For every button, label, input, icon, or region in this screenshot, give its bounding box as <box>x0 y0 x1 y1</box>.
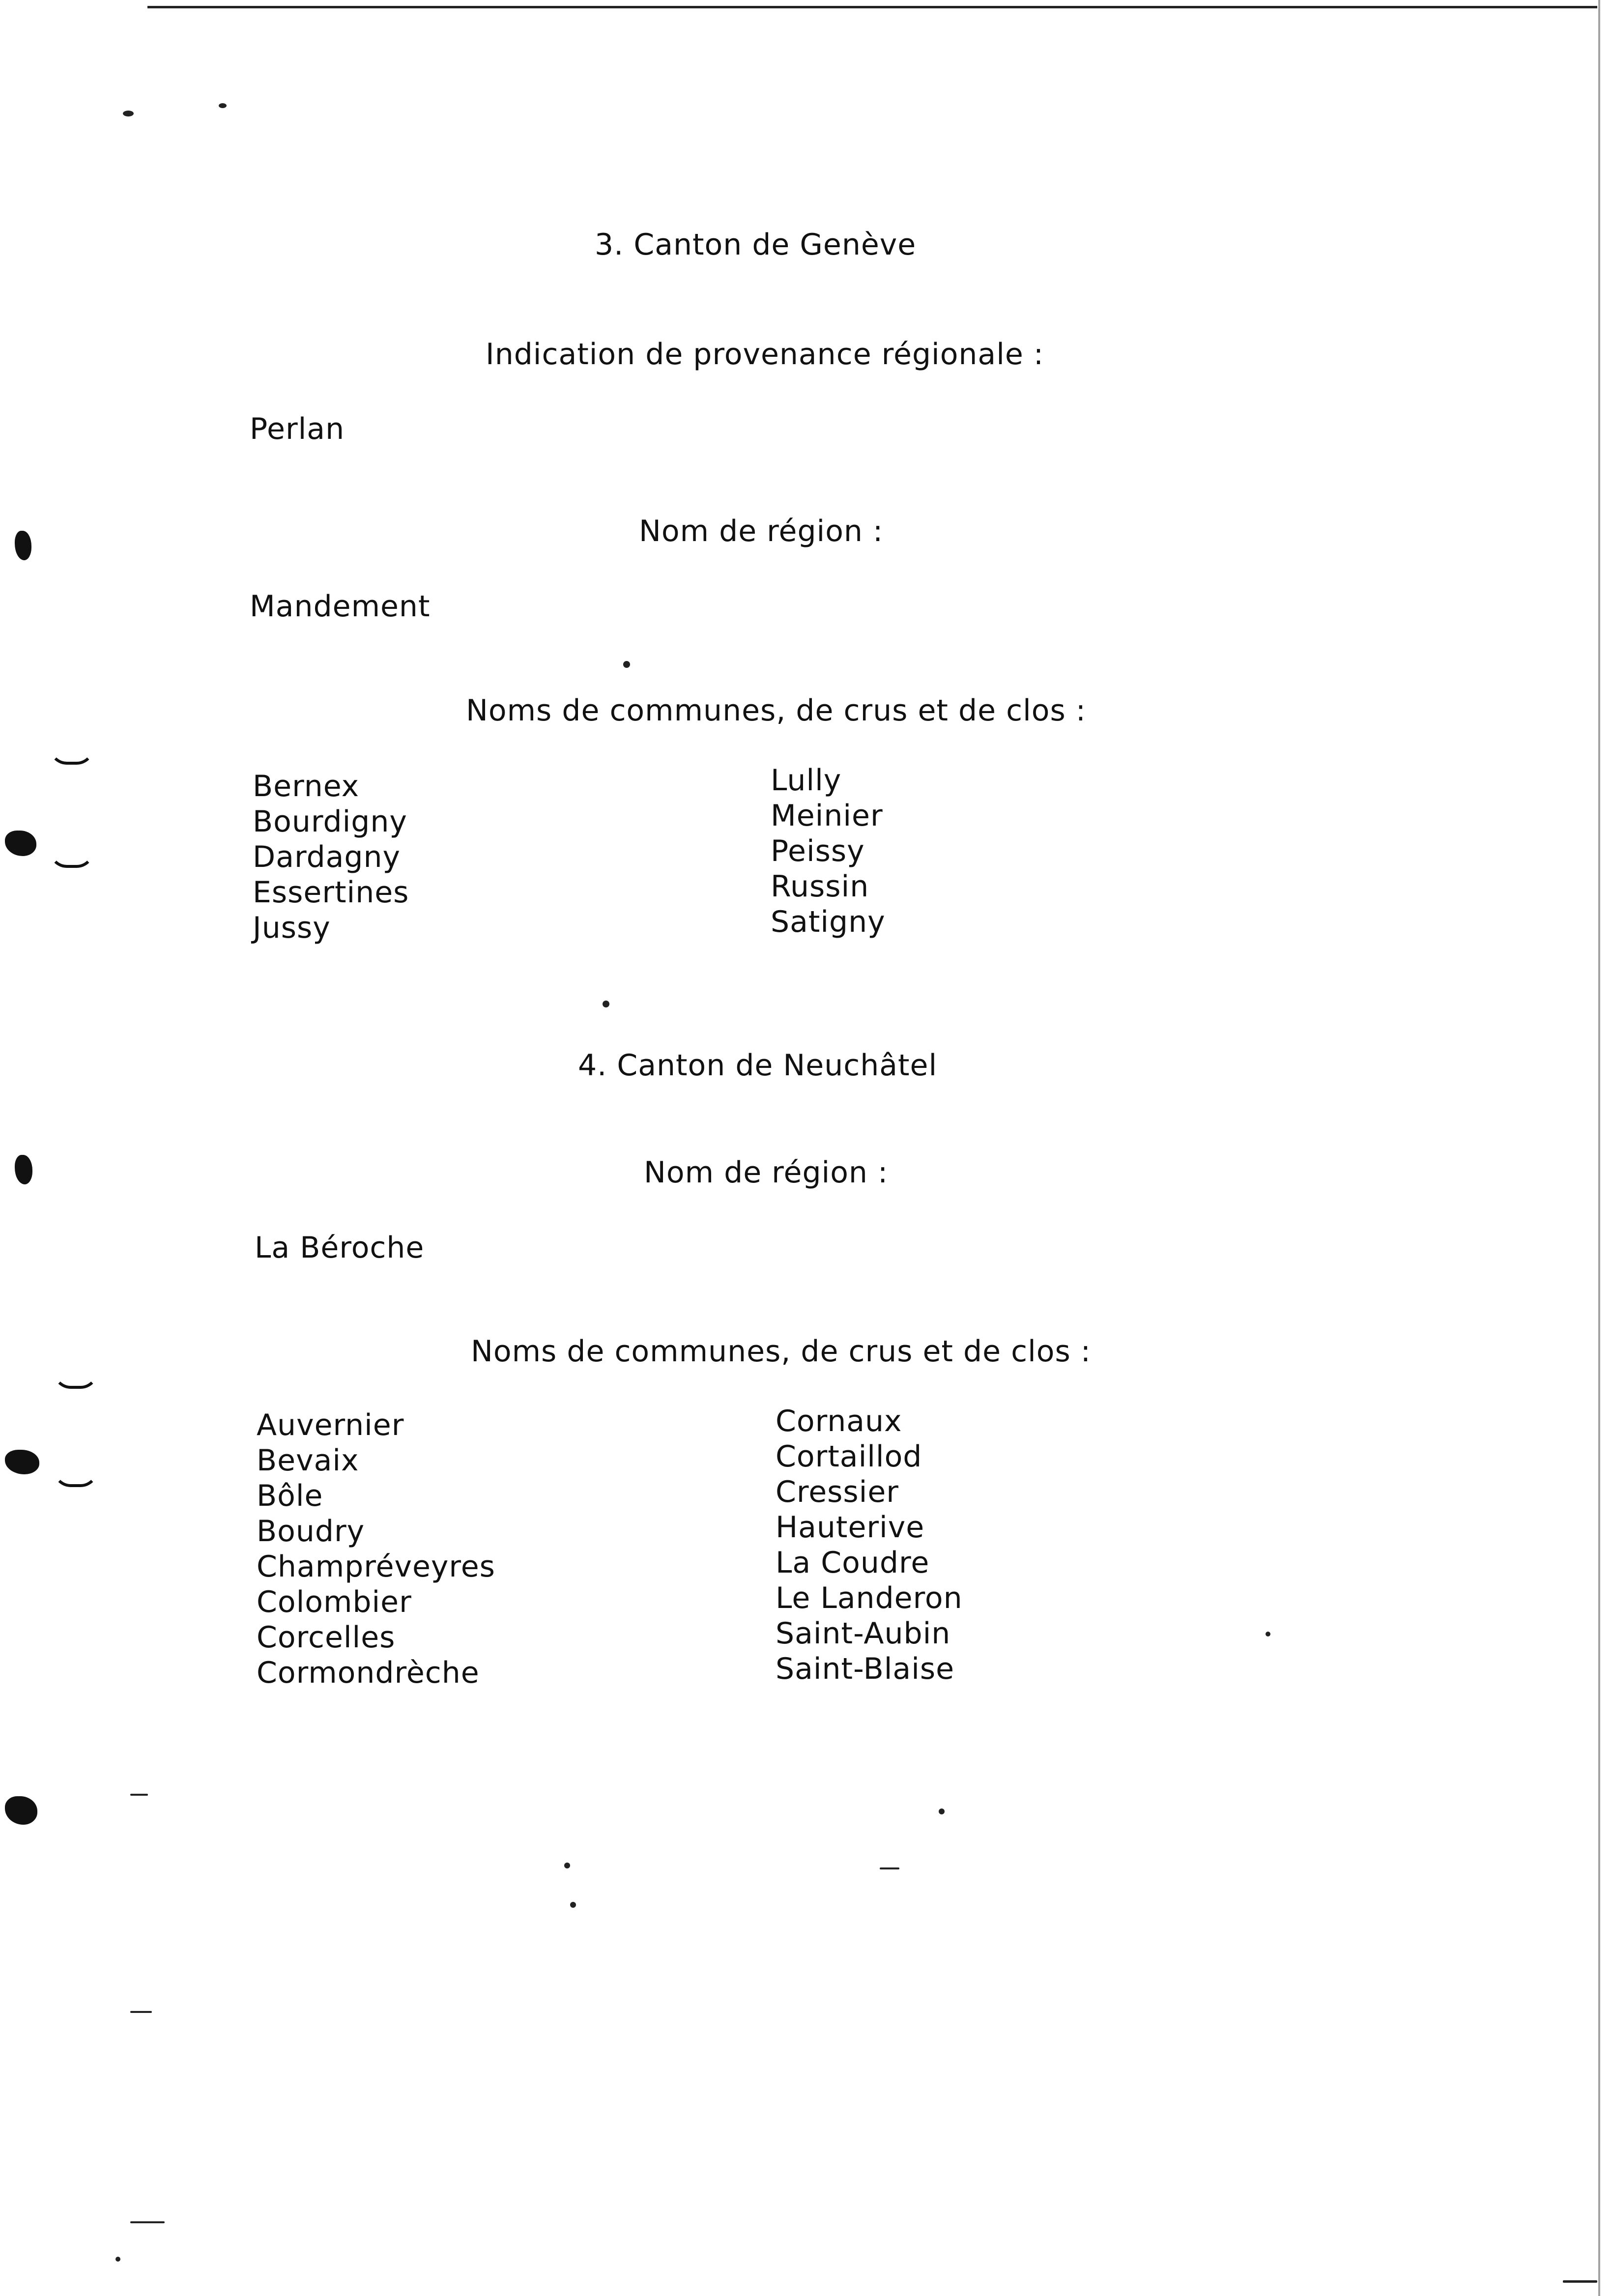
list-item: Cornaux <box>776 1404 902 1438</box>
list-item: Lully <box>771 763 842 798</box>
section-heading-neuchatel: 4. Canton de Neuchâtel <box>578 1048 938 1083</box>
region-value-neuchatel: La Béroche <box>255 1231 425 1265</box>
communes-list-geneve-right <box>771 763 886 940</box>
list-item: Colombier <box>257 1585 412 1619</box>
region-label-neuchatel: Nom de région : <box>644 1155 889 1190</box>
binder-hole-mark <box>5 831 36 856</box>
list-item: Le Landeron <box>776 1581 963 1615</box>
binder-hole-mark <box>5 1796 37 1825</box>
list-item: Corcelles <box>257 1620 396 1655</box>
list-item: Hauterive <box>776 1510 925 1545</box>
scan-speck <box>130 2011 152 2013</box>
communes-list-neuchatel-left <box>257 1407 495 1691</box>
communes-list-geneve-left <box>253 769 409 946</box>
list-item: Bevaix <box>257 1443 359 1478</box>
binder-arc-mark <box>53 1371 98 1389</box>
list-item: Bôle <box>257 1479 323 1513</box>
region-value-geneve: Mandement <box>250 589 431 624</box>
binder-arc-mark <box>49 747 94 765</box>
list-item: Bourdigny <box>253 804 407 839</box>
scan-speck <box>623 661 630 668</box>
list-item: Peissy <box>771 834 865 868</box>
scan-speck <box>1266 1632 1270 1636</box>
list-item: Jussy <box>253 911 331 945</box>
provenance-label: Indication de provenance régionale : <box>486 337 1044 372</box>
communes-label-geneve: Noms de communes, de crus et de clos : <box>466 693 1086 728</box>
binder-hole-mark <box>15 531 31 560</box>
scan-speck <box>219 103 227 108</box>
list-item: Cressier <box>776 1475 899 1509</box>
binder-arc-mark <box>49 850 94 868</box>
list-item: Russin <box>771 869 869 904</box>
list-item: Dardagny <box>253 840 401 874</box>
region-label-geneve: Nom de région : <box>639 514 884 548</box>
list-item: Boudry <box>257 1514 365 1549</box>
scan-speck <box>130 2221 165 2223</box>
list-item: Auvernier <box>257 1408 404 1442</box>
scan-speck <box>115 2257 120 2262</box>
list-item: Meinier <box>771 799 883 833</box>
binder-arc-mark <box>53 1469 98 1487</box>
communes-list-neuchatel-right <box>776 1404 963 1687</box>
scan-speck <box>880 1867 899 1869</box>
scan-speck <box>1563 2280 1597 2283</box>
list-item: Essertines <box>253 875 409 910</box>
scan-speck <box>939 1808 945 1814</box>
section-heading-geneve: 3. Canton de Genève <box>595 228 917 262</box>
list-item: Champréveyres <box>257 1550 495 1584</box>
scan-speck <box>564 1863 570 1868</box>
list-item: La Coudre <box>776 1546 930 1580</box>
binder-hole-mark <box>15 1155 32 1184</box>
list-item: Saint-Aubin <box>776 1616 951 1651</box>
list-item: Bernex <box>253 769 360 804</box>
binder-hole-mark <box>5 1450 39 1474</box>
communes-label-neuchatel: Noms de communes, de crus et de clos : <box>471 1334 1091 1369</box>
right-edge-rule <box>1598 0 1600 2296</box>
scan-speck <box>603 1001 609 1007</box>
list-item: Saint-Blaise <box>776 1652 955 1686</box>
scan-speck <box>123 111 134 116</box>
scan-speck <box>570 1902 576 1908</box>
list-item: Satigny <box>771 905 886 939</box>
list-item: Cormondrèche <box>257 1656 480 1690</box>
provenance-value: Perlan <box>250 412 345 446</box>
top-rule <box>147 6 1597 8</box>
list-item: Cortaillod <box>776 1439 922 1474</box>
scan-speck <box>130 1794 148 1796</box>
